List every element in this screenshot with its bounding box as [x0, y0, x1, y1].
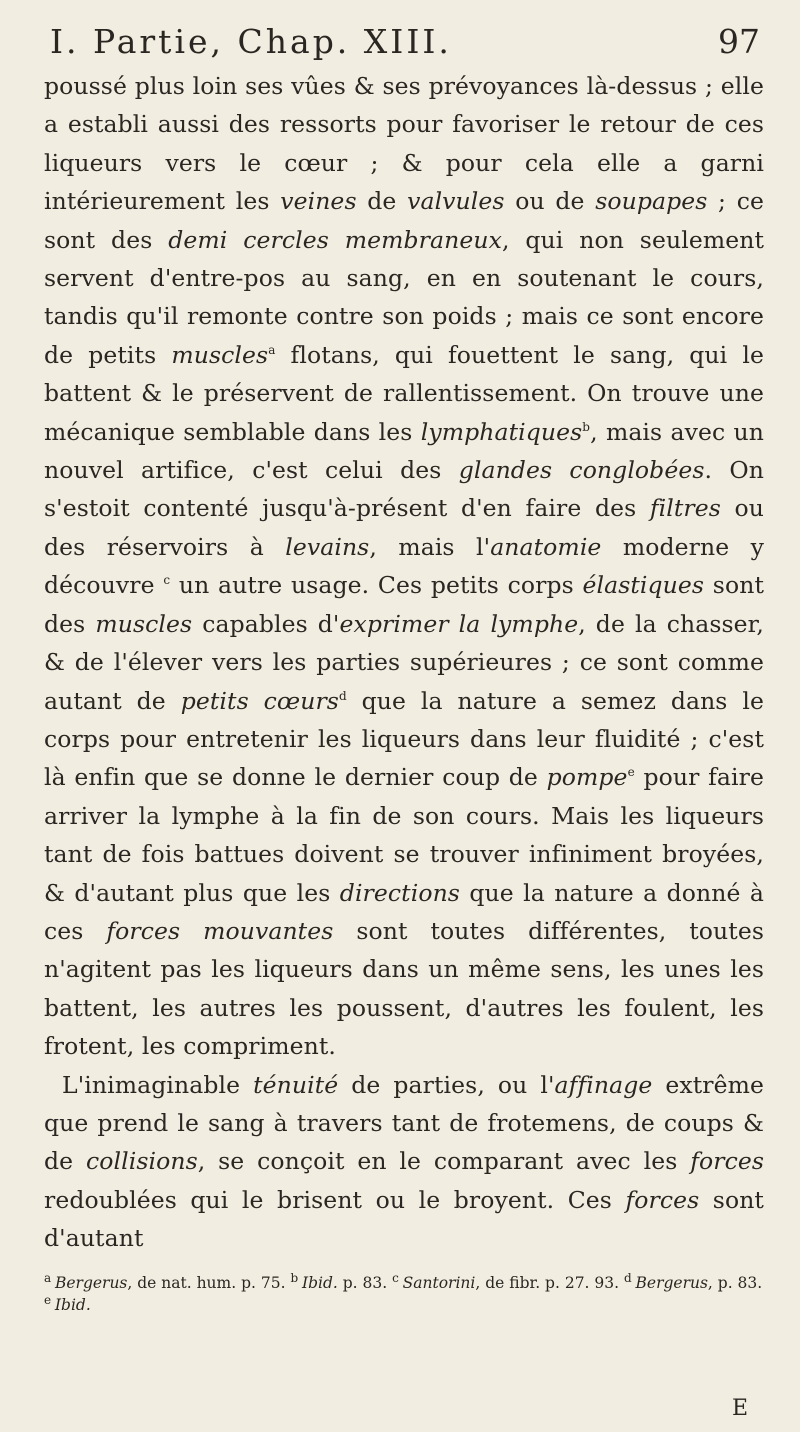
- italic-term: Ibid.: [54, 1295, 91, 1314]
- text-run: , de la chasser, & de l'élever vers les parties supérieures ; ce sont comme autant de: [44, 609, 764, 715]
- text-run: sont des: [44, 571, 764, 638]
- italic-term: lymphatiques: [420, 417, 583, 446]
- italic-term: muscles: [95, 609, 193, 638]
- text-run: capables d': [192, 609, 340, 638]
- footnote-marker: e: [44, 1292, 55, 1307]
- footnote-marker: d: [338, 688, 347, 703]
- running-title: I. Partie, Chap. XIII.: [50, 22, 452, 61]
- text-run: de parties, ou l': [338, 1070, 555, 1099]
- text-run: , de fibr. p. 27. 93.: [475, 1273, 624, 1292]
- italic-term: soupapes: [595, 187, 708, 216]
- italic-term: muscles: [171, 340, 269, 369]
- text-run: de: [356, 187, 408, 216]
- italic-term: filtres: [649, 494, 721, 523]
- italic-term: forces mouvantes: [106, 916, 334, 945]
- footnote-marker: e: [627, 765, 635, 780]
- text-run: , se conçoit en le comparant avec les: [197, 1147, 691, 1176]
- text-run: sont d'autant: [44, 1185, 764, 1253]
- footnote-marker: a: [268, 343, 276, 358]
- italic-term: Ibid.: [301, 1273, 338, 1292]
- text-run: ; ce sont des: [44, 187, 765, 254]
- text-run: extrême que prend le sang à travers tant de frotemens, de coups & de: [44, 1070, 764, 1176]
- italic-term: forces: [625, 1185, 700, 1214]
- text-run: , mais l': [369, 532, 491, 561]
- italic-term: Santorini: [402, 1273, 476, 1292]
- italic-term: affinage: [554, 1070, 653, 1099]
- italic-term: exprimer la lymphe: [339, 609, 579, 638]
- footnotes: [44, 1272, 764, 1316]
- italic-term: valvules: [407, 187, 505, 216]
- italic-term: ténuité: [253, 1070, 339, 1099]
- italic-term: Bergerus: [54, 1273, 128, 1292]
- text-run: , qui non seulement servent d'entre-pos au sang, en en soutenant le cours, tandis qu'il remonte contre son poids ; mais ce sont encore de petits: [44, 225, 764, 369]
- text-run: ou de: [504, 187, 596, 216]
- footnote-marker: c: [392, 1270, 403, 1285]
- footnote-marker: c: [163, 573, 171, 588]
- italic-term: veines: [280, 187, 357, 216]
- text-run: moderne y découvre: [44, 532, 765, 600]
- italic-term: demi cercles membraneux: [168, 225, 502, 254]
- text-run: poussé plus loin ses vûes & ses prévoyances là-dessus ; elle a establi aussi des ressorts pour favoriser le retour de ces liqueurs vers le cœur ; & pour cela elle a garni intérieurement les: [44, 72, 764, 216]
- text-run: L'inimaginable: [62, 1070, 254, 1099]
- text-run: . On s'estoit contenté jusqu'à-présent d'en faire des: [44, 456, 764, 523]
- page-number: 97: [718, 22, 760, 61]
- text-run: p. 83.: [337, 1273, 393, 1292]
- text-run: , p. 83.: [707, 1273, 763, 1292]
- italic-term: anatomie: [490, 532, 602, 561]
- footnote-marker: b: [582, 419, 591, 434]
- text-run: pour faire arriver la lymphe à la fin de son cours. Mais les liqueurs tant de fois battues doivent se trouver infiniment broyées, & d'autant plus que les: [44, 763, 764, 907]
- text-run: sont toutes différentes, toutes n'agitent pas les liqueurs dans un même sens, les unes les battent, les autres les poussent, d'autres les foulent, les frotent, les compriment.: [44, 916, 764, 1061]
- text-run: redoublées qui le brisent ou le broyent. Ces: [44, 1185, 626, 1214]
- text-run: que la nature a semez dans le corps pour entretenir les liqueurs dans leur fluidité ; c'est là enfin que se donne le dernier coup de: [44, 686, 764, 792]
- italic-term: élastiques: [582, 571, 705, 600]
- running-header: [50, 22, 764, 61]
- text-run: ou des réservoirs à: [44, 494, 764, 561]
- text-run: , mais avec un nouvel artifice, c'est celui des: [44, 417, 764, 485]
- text-run: flotans, qui fouettent le sang, qui le battent & le préservent de rallentissement. On trouve une mécanique semblable dans les: [44, 340, 764, 446]
- italic-term: directions: [339, 878, 460, 907]
- italic-term: Bergerus: [635, 1273, 708, 1292]
- footnote-marker: b: [290, 1270, 302, 1285]
- italic-term: glandes conglobées: [458, 456, 705, 485]
- paragraph: [44, 1066, 764, 1258]
- italic-term: levains: [285, 532, 370, 561]
- footnote-marker: a: [44, 1270, 55, 1285]
- italic-term: forces: [690, 1147, 764, 1176]
- catchword: E: [731, 1396, 748, 1421]
- text-run: un autre usage. Ces petits corps: [170, 571, 583, 600]
- text-run: , de nat. hum. p. 75.: [127, 1273, 291, 1292]
- italic-term: pompe: [546, 763, 628, 792]
- body-text: [44, 67, 764, 1258]
- text-run: que la nature a donné à ces: [44, 878, 764, 945]
- italic-term: petits cœurs: [180, 686, 339, 715]
- italic-term: collisions: [85, 1147, 198, 1176]
- paragraph: [44, 67, 764, 1066]
- footnote-marker: d: [624, 1270, 636, 1285]
